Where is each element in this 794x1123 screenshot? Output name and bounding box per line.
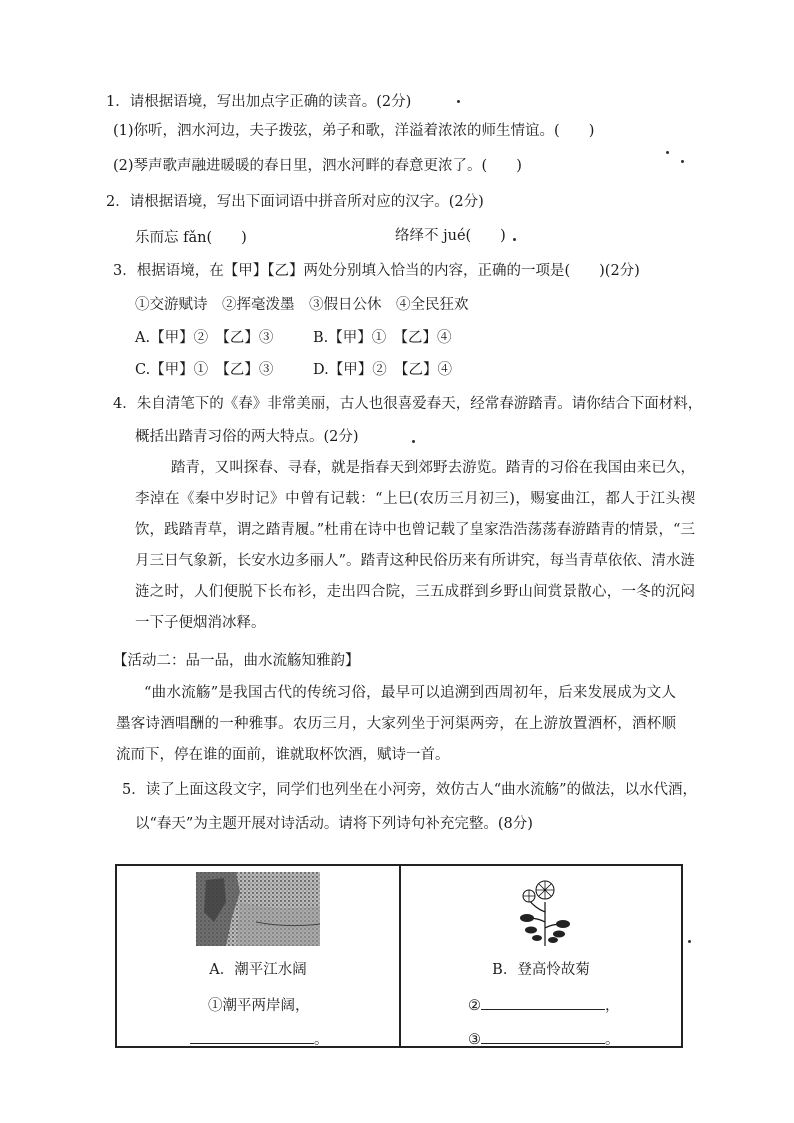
q4-title-line1: 4．朱自清笔下的《春》非常美丽，古人也很喜爱春天，经常春游踏青。请你结合下面材料，: [113, 396, 703, 412]
q4-material: 踏青，又叫探春、寻春，就是指春天到郊野去游览。踏青的习俗在我国由来已久，李淖在《秦中岁时记》中曾有记载：“上巳(农历三月初三)，赐宴曲江，都人于江头禊饮，践踏青草，谓之踏青履。”杜甫在诗中也曾记载了皇家浩浩荡荡春游踏青的情景，“三月三日气象新，长安水边多丽人”。踏青这种民俗历来有所讲究，每当青草依依、清水涟涟之时，人们便脱下长布衫，走出四合院，三五成群到乡野山间赏景散心，一冬的沉闷一下子便烟消冰释。: [135, 460, 695, 631]
q2-word2: 络绎不 jué( ): [395, 228, 506, 244]
river-picture: [196, 872, 320, 946]
scan-speck: [457, 100, 460, 103]
cell-a-line1: ①潮平两岸阔，: [208, 998, 310, 1014]
cell-a-caption: A．潮平江水阔: [209, 962, 307, 978]
scan-speck: [513, 238, 516, 241]
cell-b-caption: B．登高怜故菊: [492, 962, 590, 978]
q3-choices: ①交游赋诗 ②挥毫泼墨 ③假日公休 ④全民狂欢: [135, 297, 469, 313]
activity2-text: “曲水流觞”是我国古代的传统习俗，最早可以追溯到西周初年，后来发展成为文人墨客诗酒唱酬的一种雅事。农历三月，大家列坐于河渠两旁，在上游放置酒杯，酒杯顺流而下，停在谁的面前，谁就取杯饮酒，赋诗一首。: [116, 685, 676, 763]
cell-b-line2: ② ，: [468, 994, 620, 1015]
cell-a-line2: 。: [190, 1028, 329, 1049]
q3-option-a: A.【甲】② 【乙】③: [135, 330, 274, 346]
q4-title-line2: 概括出踏青习俗的两大特点。(2分): [135, 429, 359, 445]
scan-speck: [688, 940, 691, 943]
q5-line1: 5．读了上面这段文字，同学们也列坐在小河旁，效仿古人“曲水流觞”的做法，以水代酒，: [122, 782, 698, 798]
answer-blank-a[interactable]: [190, 1029, 314, 1044]
chrysanthemum-picture: [515, 872, 575, 948]
q2-title: 2．请根据语境，写出下面词语中拼音所对应的汉字。(2分): [106, 194, 484, 210]
q1-title: 1．请根据语境，写出加点字正确的读音。(2分): [106, 94, 412, 110]
answer-blank-b3[interactable]: [481, 1029, 605, 1044]
poem-table: [115, 864, 683, 1048]
scan-speck: [681, 160, 684, 163]
scan-speck: [412, 440, 415, 443]
answer-blank-b2[interactable]: [481, 995, 605, 1010]
q3-option-d: D.【甲】② 【乙】④: [313, 362, 452, 378]
scan-speck: [666, 151, 669, 154]
activity2-heading: 【活动二：品一品，曲水流觞知雅韵】: [113, 653, 360, 669]
q5-line2: 以“春天”为主题开展对诗活动。请将下列诗句补充完整。(8分): [135, 816, 533, 832]
q3-title: 3．根据语境，在【甲】【乙】两处分别填入恰当的内容，正确的一项是( )(2分): [113, 263, 640, 279]
q3-option-b: B.【甲】① 【乙】④: [313, 330, 452, 346]
cell-b: [401, 866, 681, 1046]
q2-word1: 乐而忘 fǎn( ): [135, 230, 247, 246]
q3-option-c: C.【甲】① 【乙】③: [135, 362, 274, 378]
q1-item1: (1)你听，泗水河边，夫子拨弦，弟子和歌，洋溢着浓浓的师生情谊。( ): [113, 123, 595, 139]
q1-item2: (2)琴声歌声融进暖暖的春日里，泗水河畔的春意更浓了。( ): [113, 158, 522, 174]
cell-b-line3: ③ 。: [468, 1028, 620, 1049]
cell-a: [117, 866, 399, 1046]
